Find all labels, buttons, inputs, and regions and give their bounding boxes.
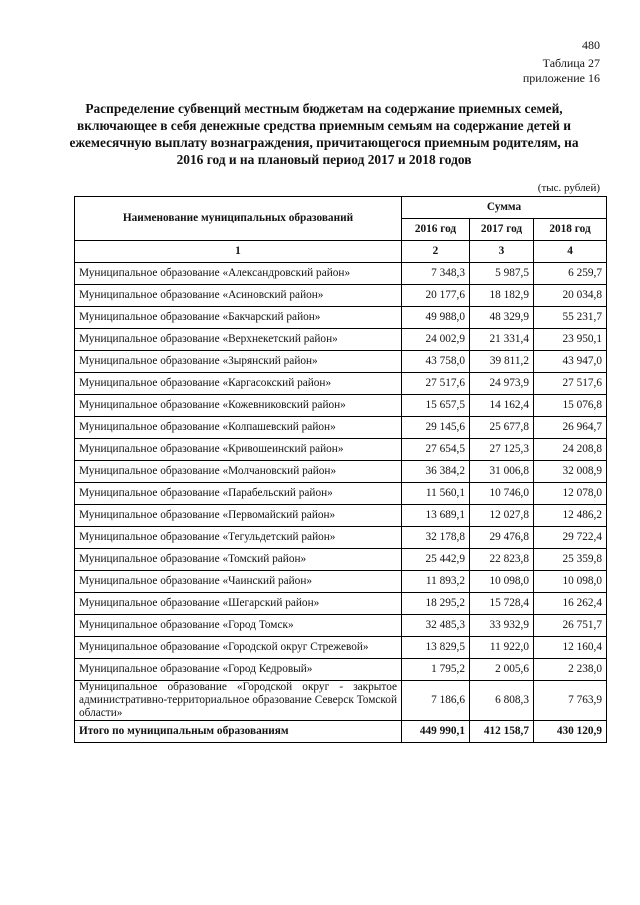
value-2018: 12 160,4	[534, 637, 607, 659]
value-2018: 24 208,8	[534, 439, 607, 461]
value-2018: 12 486,2	[534, 505, 607, 527]
value-2017: 33 932,9	[470, 615, 534, 637]
municipality-name: Муниципальное образование «Асиновский район»	[75, 285, 402, 307]
municipality-name: Муниципальное образование «Тегульдетский район»	[75, 527, 402, 549]
value-2018: 43 947,0	[534, 351, 607, 373]
table-row	[75, 395, 607, 417]
value-2017: 11 922,0	[470, 637, 534, 659]
municipality-name: Муниципальное образование «Молчановский район»	[75, 461, 402, 483]
table-row	[75, 637, 607, 659]
value-2017: 27 125,3	[470, 439, 534, 461]
value-2016: 1 795,2	[402, 659, 470, 681]
table-row	[75, 527, 607, 549]
table-row	[75, 593, 607, 615]
value-2018: 15 076,8	[534, 395, 607, 417]
value-2018: 12 078,0	[534, 483, 607, 505]
value-2016: 36 384,2	[402, 461, 470, 483]
value-2018: 2 238,0	[534, 659, 607, 681]
value-2018: 26 964,7	[534, 417, 607, 439]
value-2016: 43 758,0	[402, 351, 470, 373]
header-year-2018: 2018 год	[534, 219, 607, 241]
value-2018: 55 231,7	[534, 307, 607, 329]
table-reference	[523, 56, 600, 86]
value-2016: 32 178,8	[402, 527, 470, 549]
municipality-name: Муниципальное образование «Томский район»	[75, 549, 402, 571]
value-2016: 7 186,6	[402, 681, 470, 721]
municipality-name: Муниципальное образование «Шегарский район»	[75, 593, 402, 615]
table-row	[75, 439, 607, 461]
value-2016: 13 829,5	[402, 637, 470, 659]
municipality-name: Муниципальное образование «Зырянский район»	[75, 351, 402, 373]
document-title: Распределение субвенций местным бюджетам на содержание приемных семей, включающее в себя денежные средства приемным семьям на содержание детей и ежемесячную выплату вознаграждения, причитающегося приемным родителям, на 2016 год и на плановый период 2017 и 2018 годов	[69, 101, 579, 167]
value-2017: 29 476,8	[470, 527, 534, 549]
value-2018: 23 950,1	[534, 329, 607, 351]
municipality-name: Муниципальное образование «Верхнекетский район»	[75, 329, 402, 351]
table-row	[75, 681, 607, 721]
value-2017: 21 331,4	[470, 329, 534, 351]
header-sum: Сумма	[402, 197, 607, 219]
value-2016: 27 654,5	[402, 439, 470, 461]
table-row	[75, 417, 607, 439]
value-2018: 6 259,7	[534, 263, 607, 285]
table-row	[75, 373, 607, 395]
value-2016: 24 002,9	[402, 329, 470, 351]
total-row	[75, 721, 607, 743]
table-row	[75, 483, 607, 505]
municipality-name: Муниципальное образование «Городской округ Стрежевой»	[75, 637, 402, 659]
value-2018: 16 262,4	[534, 593, 607, 615]
table-row	[75, 307, 607, 329]
value-2016: 18 295,2	[402, 593, 470, 615]
municipality-name: Муниципальное образование «Первомайский район»	[75, 505, 402, 527]
header-year-2016: 2016 год	[402, 219, 470, 241]
table-row	[75, 329, 607, 351]
table-header-row	[75, 197, 607, 219]
value-2016: 7 348,3	[402, 263, 470, 285]
value-2017: 5 987,5	[470, 263, 534, 285]
value-2018: 29 722,4	[534, 527, 607, 549]
municipality-name: Муниципальное образование «Бакчарский район»	[75, 307, 402, 329]
value-2017: 48 329,9	[470, 307, 534, 329]
value-2018: 10 098,0	[534, 571, 607, 593]
value-2016: 32 485,3	[402, 615, 470, 637]
value-2018: 32 008,9	[534, 461, 607, 483]
value-2017: 39 811,2	[470, 351, 534, 373]
table-row	[75, 285, 607, 307]
value-2016: 27 517,6	[402, 373, 470, 395]
value-2018: 27 517,6	[534, 373, 607, 395]
column-number: 1	[75, 241, 402, 263]
units-label: (тыс. рублей)	[537, 182, 600, 194]
value-2017: 31 006,8	[470, 461, 534, 483]
value-2018: 26 751,7	[534, 615, 607, 637]
value-2017: 6 808,3	[470, 681, 534, 721]
municipality-name: Муниципальное образование «Колпашевский район»	[75, 417, 402, 439]
value-2017: 10 746,0	[470, 483, 534, 505]
value-2018: 20 034,8	[534, 285, 607, 307]
appendix-label: приложение 16	[522, 71, 600, 85]
value-2017: 25 677,8	[470, 417, 534, 439]
page-number: 480	[582, 38, 600, 52]
value-2017: 18 182,9	[470, 285, 534, 307]
municipality-name: Муниципальное образование «Александровский район»	[75, 263, 402, 285]
municipality-name: Муниципальное образование «Город Кедровый»	[75, 659, 402, 681]
municipality-name: Муниципальное образование «Каргасокский район»	[75, 373, 402, 395]
header-name: Наименование муниципальных образований	[75, 197, 402, 241]
column-number: 2	[402, 241, 470, 263]
value-2018: 7 763,9	[534, 681, 607, 721]
header-year-2017: 2017 год	[470, 219, 534, 241]
value-2016: 49 988,0	[402, 307, 470, 329]
value-2016: 15 657,5	[402, 395, 470, 417]
municipality-name: Муниципальное образование «Чаинский район»	[75, 571, 402, 593]
table-row	[75, 263, 607, 285]
column-number: 4	[534, 241, 607, 263]
municipality-name: Муниципальное образование «Город Томск»	[75, 615, 402, 637]
table-label: Таблица 27	[542, 56, 600, 70]
value-2018: 25 359,8	[534, 549, 607, 571]
column-number: 3	[470, 241, 534, 263]
table-row	[75, 615, 607, 637]
table-row	[75, 351, 607, 373]
table-row	[75, 549, 607, 571]
value-2016: 25 442,9	[402, 549, 470, 571]
value-2016: 11 560,1	[402, 483, 470, 505]
municipality-name: Муниципальное образование «Кривошеинский район»	[75, 439, 402, 461]
value-2017: 12 027,8	[470, 505, 534, 527]
value-2017: 15 728,4	[470, 593, 534, 615]
value-2016: 29 145,6	[402, 417, 470, 439]
total-label: Итого по муниципальным образованиям	[75, 721, 402, 743]
value-2017: 10 098,0	[470, 571, 534, 593]
value-2016: 11 893,2	[402, 571, 470, 593]
municipality-name: Муниципальное образование «Кожевниковский район»	[75, 395, 402, 417]
value-2017: 2 005,6	[470, 659, 534, 681]
table-row	[75, 461, 607, 483]
value-2017: 24 973,9	[470, 373, 534, 395]
value-2017: 14 162,4	[470, 395, 534, 417]
value-2017: 22 823,8	[470, 549, 534, 571]
subsidies-table	[74, 196, 607, 743]
municipality-name: Муниципальное образование «Городской округ - закрытое административно-территориальное образование Северск Томской области»	[75, 681, 402, 721]
total-2017: 412 158,7	[470, 721, 534, 743]
table-row	[75, 571, 607, 593]
table-row	[75, 659, 607, 681]
total-2016: 449 990,1	[402, 721, 470, 743]
column-number-row	[75, 241, 607, 263]
total-2018: 430 120,9	[534, 721, 607, 743]
table-row	[75, 505, 607, 527]
value-2016: 20 177,6	[402, 285, 470, 307]
value-2016: 13 689,1	[402, 505, 470, 527]
municipality-name: Муниципальное образование «Парабельский район»	[75, 483, 402, 505]
